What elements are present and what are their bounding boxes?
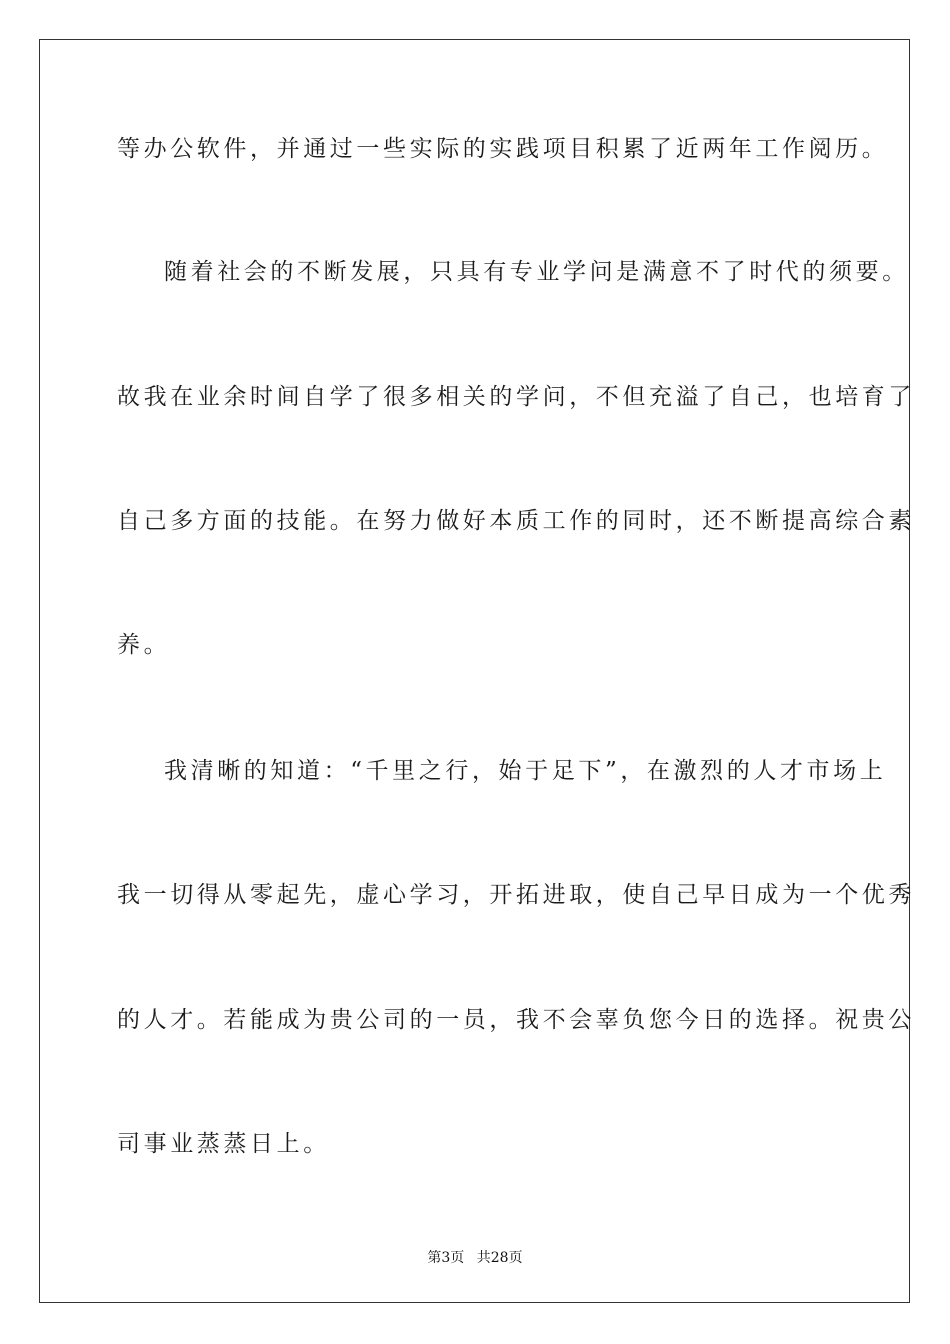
body-line-5: 养。 [117, 632, 171, 658]
body-line-4: 自己多方面的技能。在努力做好本质工作的同时，还不断提高综合素 [117, 508, 915, 534]
total-pages-label: 共28页 [476, 1250, 523, 1266]
current-page-label: 第3页 [427, 1250, 465, 1266]
body-line-1: 等办公软件，并通过一些实际的实践项目积累了近两年工作阅历。 [117, 136, 889, 162]
page-border [39, 39, 910, 1303]
body-line-9: 司事业蒸蒸日上。 [117, 1131, 330, 1157]
body-line-3: 故我在业余时间自学了很多相关的学问，不但充溢了自己，也培育了 [117, 384, 915, 410]
page-footer [0, 1247, 950, 1267]
body-line-2: 随着社会的不断发展，只具有专业学问是满意不了时代的须要。 [164, 259, 909, 285]
body-line-7: 我一切得从零起先，虚心学习，开拓进取，使自己早日成为一个优秀 [117, 882, 915, 908]
body-line-6: 我清晰的知道：“千里之行，始于足下”，在激烈的人才市场上 [164, 758, 887, 784]
body-line-8: 的人才。若能成为贵公司的一员，我不会辜负您今日的选择。祝贵公 [117, 1007, 915, 1033]
